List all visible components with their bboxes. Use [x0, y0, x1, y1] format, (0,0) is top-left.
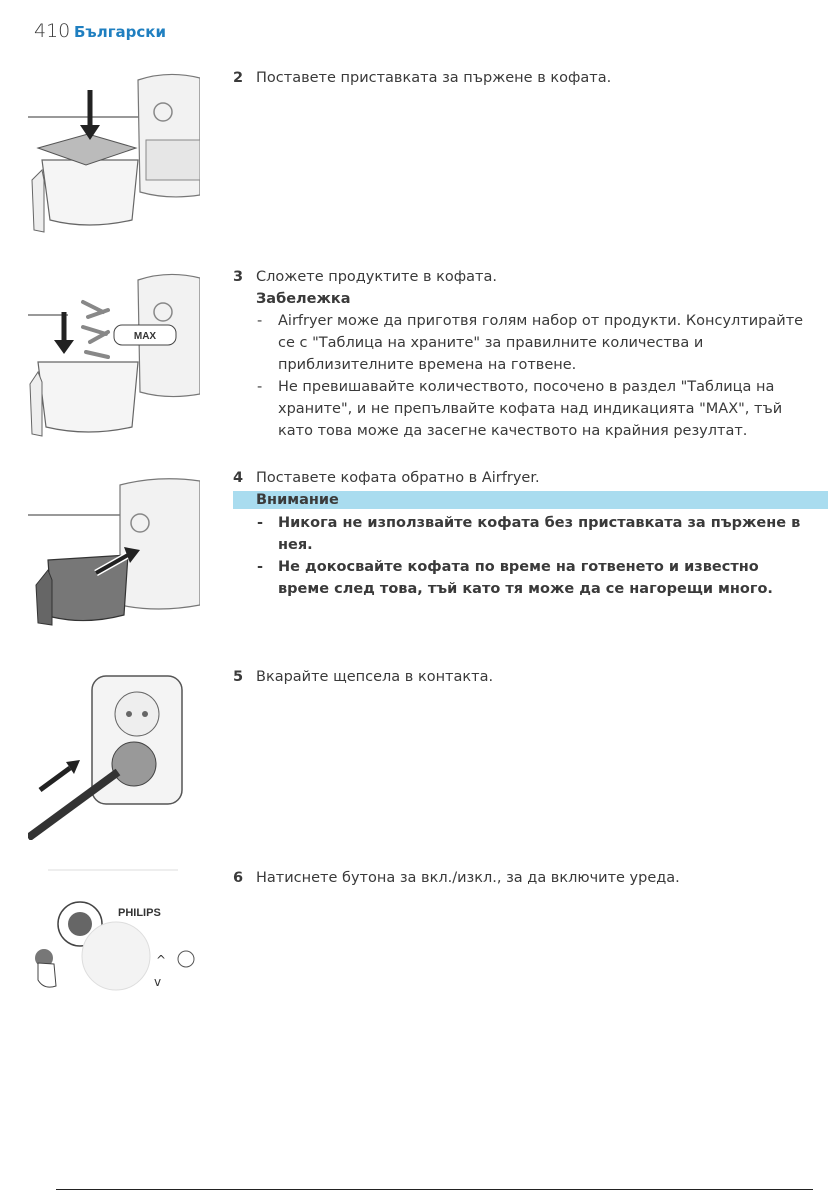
list-item: - Никога не използвайте кофата без приставката за пържене в нея. [257, 515, 801, 553]
step-text: Сложете продуктите в кофата. [256, 269, 497, 285]
svg-text:^: ^ [156, 953, 167, 967]
caution-list [233, 512, 813, 600]
max-label: MAX [133, 331, 157, 342]
step-6 [233, 867, 813, 889]
language-label: Български [74, 23, 166, 41]
brand-label: PHILIPS [118, 907, 161, 919]
caution-bar: Внимание [233, 491, 828, 509]
illustration-insert-basket-back [28, 475, 200, 635]
step-number: 3 [233, 269, 244, 285]
step-4 [233, 467, 813, 600]
illustration-control-panel [28, 868, 200, 1018]
step-5 [233, 666, 813, 688]
step-text: Поставете приставката за пържене в кофата. [256, 70, 612, 86]
svg-text:v: v [154, 975, 162, 989]
step-text: Натиснете бутона за вкл./изкл., за да включите уреда. [256, 870, 680, 886]
note-list [233, 310, 813, 442]
illustration-add-food [28, 272, 200, 440]
step-3 [233, 266, 813, 442]
step-number: 2 [233, 70, 244, 86]
list-item: - Не превишавайте количеството, посочено в раздел "Таблица на храните", и не препълвайте кофата над индикацията "MAX", тъй като това може да засегне качеството на крайния резултат. [257, 379, 783, 439]
illustration-plug-socket [28, 672, 200, 840]
page-number: 410 [34, 20, 71, 42]
step-number: 5 [233, 669, 244, 685]
note-title: Забележка [256, 291, 351, 307]
step-2 [233, 67, 813, 89]
step-number: 4 [233, 470, 244, 486]
step-text: Поставете кофата обратно в Airfryer. [256, 470, 540, 486]
step-text: Вкарайте щепсела в контакта. [256, 669, 494, 685]
list-item: - Не докосвайте кофата по време на готвенето и известно време след това, тъй като тя може да се нагорещи много. [257, 559, 773, 597]
step-number: 6 [233, 870, 244, 886]
illustration-insert-basket [28, 70, 200, 238]
footer-divider [56, 1189, 813, 1190]
list-item: - Airfryer може да приготвя голям набор от продукти. Консултирайте се с "Таблица на храните" за правилните количества и приблизителните времена на готвене. [257, 313, 804, 373]
